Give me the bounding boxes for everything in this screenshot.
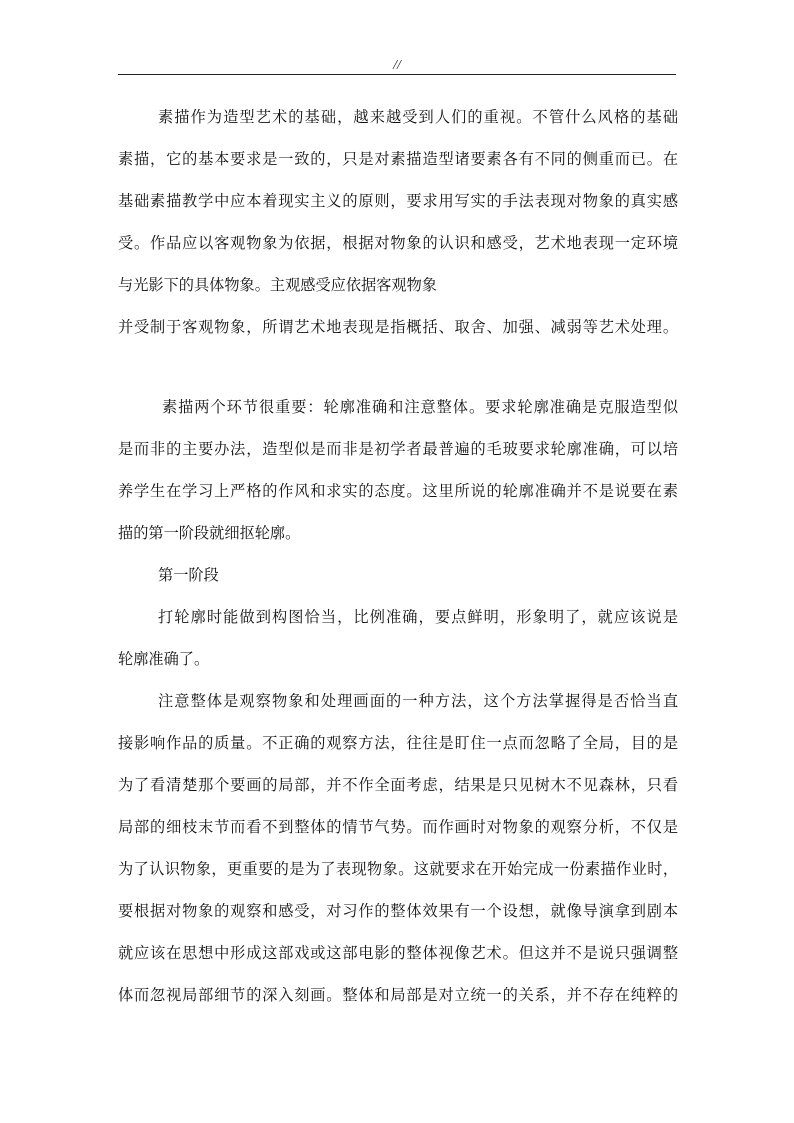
paragraph-3-line-1: 打轮廓时能做到构图恰当，比例准确，要点鲜明，形象明了，就应该说是 xyxy=(158,608,678,626)
paragraph-4-line-2: 接影响作品的质量。不正确的观察方法，往往是盯住一点而忽略了全局，目的是 xyxy=(118,734,678,752)
paragraph-4-line-1: 注意整体是观察物象和处理画面的一种方法，这个方法掌握得是否恰当直 xyxy=(158,692,678,710)
paragraph-4-line-4: 局部的细枝末节而看不到整体的情节气势。而作画时对物象的观察分析，不仅是 xyxy=(118,818,678,836)
paragraph-2-line-2: 是而非的主要办法，造型似是而非是初学者最普遍的毛玻要求轮廓准确，可以培 xyxy=(118,440,678,458)
paragraph-4-line-6: 要根据对物象的观察和感受，对习作的整体效果有一个设想，就像导演拿到剧本 xyxy=(118,902,678,920)
paragraph-1-line-1: 素描作为造型艺术的基础，越来越受到人们的重视。不管什么风格的基础 xyxy=(158,108,678,126)
page-header xyxy=(118,54,676,75)
paragraph-2-line-1: 素描两个环节很重要：轮廓准确和注意整体。要求轮廓准确是克服造型似 xyxy=(162,398,678,416)
paragraph-4-line-3: 为了看清楚那个要画的局部，并不作全面考虑，结果是只见树木不见森林，只看 xyxy=(118,776,678,794)
paragraph-2-line-3: 养学生在学习上严格的作风和求实的态度。这里所说的轮廓准确并不是说要在素 xyxy=(118,482,678,500)
paragraph-2-line-4: 描的第一阶段就细抠轮廓。 xyxy=(118,524,301,542)
paragraph-4-line-7: 就应该在思想中形成这部戏或这部电影的整体视像艺术。但这并不是说只强调整 xyxy=(118,944,678,962)
paragraph-1-line-3: 基础素描教学中应本着现实主义的原则，要求用写实的手法表现对物象的真实感 xyxy=(118,192,678,210)
document-body xyxy=(118,96,678,1016)
section-heading: 第一阶段 xyxy=(158,566,219,584)
header-mark: // xyxy=(393,58,401,73)
paragraph-spacer xyxy=(118,348,678,386)
paragraph-1-line-2: 素描，它的基本要求是一致的，只是对素描造型诸要素各有不同的侧重而已。在 xyxy=(118,150,678,168)
paragraph-4-line-8: 体而忽视局部细节的深入刻画。整体和局部是对立统一的关系，并不存在纯粹的 xyxy=(118,986,678,1004)
paragraph-3-line-2: 轮廓准确了。 xyxy=(118,650,210,668)
paragraph-1-line-5: 与光影下的具体物象。主观感受应依据客观物象 xyxy=(118,276,437,294)
paragraph-1-line-6: 并受制于客观物象，所谓艺术地表现是指概括、取舍、加强、减弱等艺术处理。 xyxy=(118,318,678,336)
paragraph-4-line-5: 为了认识物象，更重要的是为了表现物象。这就要求在开始完成一份素描作业时， xyxy=(118,860,678,878)
paragraph-1-line-4: 受。作品应以客观物象为依据，根据对物象的认识和感受，艺术地表现一定环境 xyxy=(118,234,678,252)
